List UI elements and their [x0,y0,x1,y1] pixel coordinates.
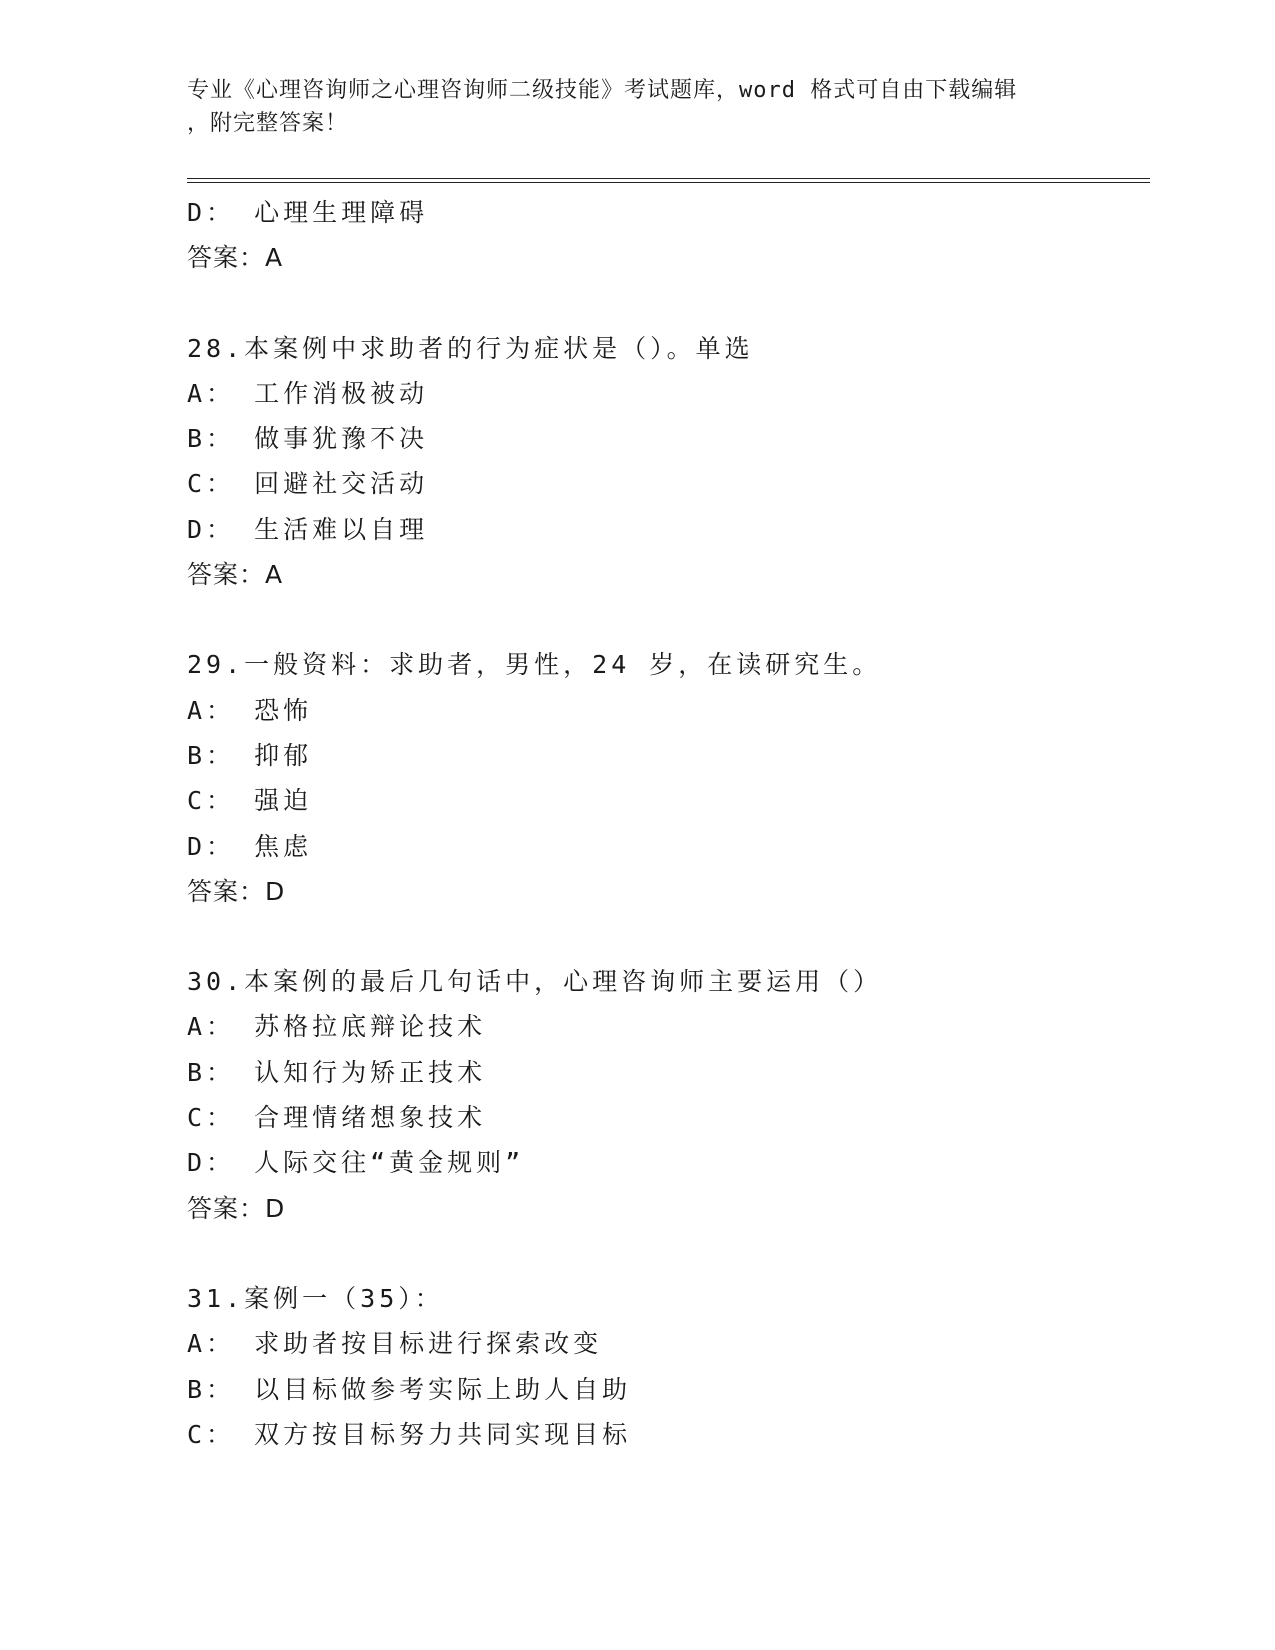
carryover-block [187,190,1147,281]
question-text: 30.本案例的最后几句话中，心理咨询师主要运用（） [187,967,883,997]
option-d: D： 心理生理障碍 [187,198,429,227]
answer-line: 答案：A [187,243,284,273]
question-text: 28.本案例中求助者的行为症状是（）。单选 [187,333,754,363]
option-c: C： 双方按目标努力共同实现目标 [187,1419,632,1449]
question-29 [187,642,1147,914]
question-text: 31.案例一（35）： [187,1283,444,1313]
option-b: B： 做事犹豫不决 [187,424,429,454]
option-a: A： 恐怖 [187,695,313,725]
header-divider-bottom [187,182,1150,183]
answer-line: 答案：D [187,876,286,906]
option-d: D： 人际交往“黄金规则” [187,1148,525,1178]
option-c: C： 回避社交活动 [187,469,429,499]
question-text: 29.一般资料：求助者，男性，24 岁，在读研究生。 [187,650,882,680]
option-c: C： 强迫 [187,786,313,816]
option-b: B： 以目标做参考实际上助人自助 [187,1374,632,1404]
option-a: A： 求助者按目标进行探索改变 [187,1329,603,1359]
document-header [187,74,1087,140]
header-line-1: 专业《心理咨询师之心理咨询师二级技能》考试题库，word 格式可自由下载编辑 [187,78,1018,103]
option-c: C： 合理情绪想象技术 [187,1103,487,1133]
question-30 [187,959,1147,1231]
answer-line: 答案：A [187,560,284,590]
question-31 [187,1276,1147,1457]
option-b: B： 认知行为矫正技术 [187,1057,487,1087]
option-a: A： 苏格拉底辩论技术 [187,1012,487,1042]
option-a: A： 工作消极被动 [187,378,429,408]
header-divider-top [187,178,1150,179]
option-d: D： 生活难以自理 [187,514,429,544]
header-line-2: ，附完整答案！ [187,111,349,136]
question-28 [187,326,1147,598]
option-d: D： 焦虑 [187,831,313,861]
option-b: B： 抑郁 [187,740,313,770]
answer-line: 答案：D [187,1193,286,1223]
question-list [187,190,1147,1457]
